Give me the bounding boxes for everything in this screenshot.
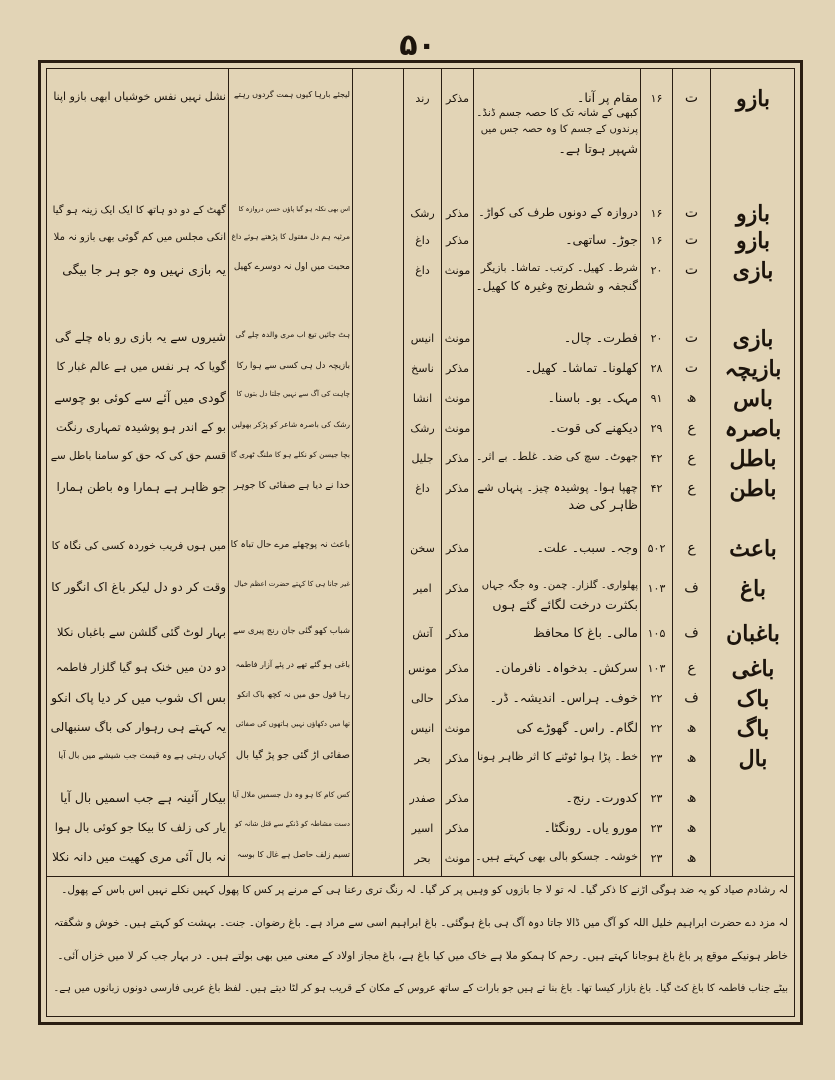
reference-number: ۲۲ — [650, 722, 663, 735]
meaning-line: کدورت۔ رنج۔ — [565, 790, 638, 805]
verse-first-line: بچا جیسن کو نکلے ہو کا ملنگ ٹھری گا — [230, 450, 350, 459]
footnote-line: بیٹے جناب فاطمہ کا باغ کٹ گیا۔ باغ بازار کیسا تھا۔ باغ بنا تے ہیں جو بارات کے ساتھ عروس کے مکان کے قریب ہو کر لٹا دیتے ہیں۔ لفظ باغ عربی فارسی دونوں زبانوں میں ہے۔ — [53, 983, 788, 994]
verse-second-line: میں ہوں فریب خوردہ کسی کی نگاہ کا — [51, 540, 226, 552]
footnote-line: لہ رشادم صیاد کو یہ ضد ہوگی اڑنے کا ذکر گیا۔ لہ تو لا جا بازوں کو وہیں پر کر گیا۔ لہ رنگ تری رعنا ہی کے مرنے پر کس کا پھول کہیں نکلے نہیں اس باس کے پھول۔ — [61, 884, 788, 896]
origin-code: ع — [687, 540, 696, 556]
poet-name: داغ — [415, 234, 430, 247]
poet-name: حالی — [411, 692, 434, 705]
poet-name: بحر — [414, 852, 431, 865]
verse-second-line: گھٹ کے دو دو ہاتھ کا ایک ایک زینہ ہو گیا — [52, 205, 226, 216]
poet-name: بحر — [414, 752, 431, 765]
entry-word: باک — [736, 686, 770, 712]
entry-word: باغبان — [726, 621, 780, 647]
origin-code: ھ — [686, 820, 697, 836]
poet-name: جلیل — [411, 452, 434, 465]
verse-second-line: گویا کہ ہر نفس میں ہے عالم غبار کا — [56, 360, 226, 373]
meaning-line: مہک۔ بو۔ باسنا۔ — [547, 390, 638, 405]
gender-label: مذکر — [446, 482, 469, 495]
verse-second-line: دو دن میں خنک ہو گیا گلزار فاطمہ — [55, 660, 226, 674]
meaning-line: دروازہ کے دونوں طرف کی کواڑ۔ — [478, 205, 638, 219]
poet-name: ناسخ — [411, 362, 434, 375]
origin-code: ت — [684, 330, 699, 346]
poet-name: داغ — [415, 264, 430, 277]
verse-first-line: رشک کی باصرہ شاعر کو پڑکر بھولیں — [231, 420, 350, 429]
meaning-line: مورو یاں۔ رونگٹا۔ — [543, 820, 638, 835]
verse-first-line: رہا قول حق میں نہ کچھ باک انکو — [237, 690, 350, 699]
verse-second-line: بو کے اندر ہو پوشیدہ تمہاری رنگت — [55, 420, 226, 434]
poet-name: امیر — [413, 582, 432, 595]
gender-label: مذکر — [446, 627, 469, 640]
verse-first-line: باعث نہ پوچھئے مرے حال تباہ کا — [230, 540, 350, 550]
poet-name: انشا — [412, 392, 433, 405]
origin-code: ھ — [686, 750, 697, 766]
verse-second-line: بس اک شوب میں کر دیا پاک انکو — [50, 690, 226, 705]
verse-second-line: شیروں سے یہ بازی رو باہ چلے گی — [55, 330, 226, 344]
verse-first-line: تھا میں دکھاؤں نہیں ہاتھوں کی صفائی — [235, 720, 350, 728]
column-divider — [710, 68, 711, 876]
meaning-line: جھوٹ۔ سچ کی ضد۔ غلط۔ بے اثر۔ — [475, 450, 638, 463]
entry-word: بازی — [732, 258, 774, 284]
meaning-line: ظاہر کی ضد — [568, 497, 638, 512]
reference-number: ۲۳ — [650, 852, 663, 865]
verse-second-line: قسم حق کی کہ حق کو سامنا باطل سے — [50, 450, 226, 462]
poet-name: اسیر — [411, 822, 434, 835]
entry-word: بازی — [732, 326, 774, 352]
reference-number: ۱۰۳ — [647, 662, 666, 675]
gender-label: مذکر — [446, 662, 469, 675]
entry-word: باگ — [736, 716, 770, 742]
meaning-line: شرط۔ کھیل۔ کرتب۔ تماشا۔ بازیگر — [480, 262, 638, 274]
poet-name: رشک — [410, 207, 435, 220]
verse-first-line: چاہت کی آگ سے نہیں جلتا دل بتوں کا — [236, 390, 350, 398]
entry-word: بال — [738, 746, 768, 772]
verse-first-line: غیر جانا ہی کا کہتے حضرت اعظم خیال — [234, 580, 350, 588]
origin-code: ع — [687, 660, 696, 676]
poet-name: سخن — [410, 542, 435, 555]
origin-code: ت — [684, 90, 699, 106]
origin-code: ھ — [686, 390, 697, 406]
gender-label: مذکر — [446, 582, 469, 595]
origin-code: ع — [687, 450, 696, 466]
entry-word: باس — [733, 386, 773, 412]
gender-label: مذکر — [446, 792, 469, 805]
reference-number: ۱۶ — [650, 92, 663, 105]
reference-number: ۱۰۳ — [647, 582, 666, 595]
reference-number: ۱۶ — [650, 207, 663, 220]
poet-name: آتش — [412, 627, 433, 640]
reference-number: ۱۶ — [650, 234, 663, 247]
entry-word: باطل — [729, 446, 777, 472]
entry-word: باغی — [731, 656, 775, 682]
reference-number: ۲۲ — [650, 692, 663, 705]
meaning-line: گنجفہ و شطرنج وغیرہ کا کھیل۔ — [475, 279, 638, 293]
verse-second-line: یہ بازی نہیں وہ جو ہر جا بیگی — [62, 262, 226, 277]
verse-first-line: خدا نے دیا ہے صفائی کا جوہر — [233, 480, 350, 491]
reference-number: ۲۰ — [650, 264, 663, 277]
verse-second-line: کہاں رہتی ہے وہ قیمت جب شیشے میں بال آیا — [58, 751, 226, 761]
gender-label: مذکر — [446, 362, 469, 375]
verse-first-line: صفائی اڑ گئی جو پڑ گیا بال — [235, 750, 350, 761]
origin-code: ھ — [686, 850, 697, 866]
entry-word: باعث — [729, 536, 777, 562]
meaning-line: سرکش۔ بدخواہ۔ نافرمان۔ — [493, 660, 638, 675]
gender-label: مذکر — [446, 92, 469, 105]
meaning-line: کبھی کے شانہ تک کا حصہ جسم ڈنڈ۔ — [476, 107, 638, 119]
poet-name: رند — [415, 92, 430, 105]
verse-second-line: بیکار آئینہ ہے جب اسمیں بال آیا — [60, 790, 226, 805]
column-divider — [228, 68, 229, 876]
reference-number: ۱۰۵ — [647, 627, 666, 640]
verse-second-line: یار کی زلف کا بیکا جو کوئی بال ہوا — [54, 820, 226, 834]
poet-name: انیس — [410, 722, 435, 735]
footnote-line: خاطر ہونیکے موقع پر باغ باغ ہوجانا کہتے ہیں۔ رحم کا ہمکو ملا ہے خاک میں کیا باغ ہے، باغ مجاز اولاد کے معنی میں بھی بولتے ہیں۔ در بہار جب کر لا میں خزاں آئی۔ — [57, 950, 788, 962]
meaning-line: خوف۔ ہراس۔ اندیشہ۔ ڈر۔ — [489, 690, 638, 705]
gender-label: مذکر — [446, 752, 469, 765]
entry-word: بازو — [735, 228, 771, 254]
gender-label: مونث — [444, 422, 471, 435]
footnote-separator — [46, 876, 795, 877]
entry-word: باغ — [740, 576, 766, 602]
poet-name: داغ — [415, 482, 430, 495]
meaning-line: وجہ۔ سبب۔ علت۔ — [536, 540, 638, 555]
poet-name: انیس — [410, 332, 435, 345]
meaning-line: دیکھنے کی قوت۔ — [549, 420, 638, 435]
reference-number: ۹۱ — [650, 392, 663, 405]
meaning-line: خوشہ۔ جسکو بالی بھی کہتے ہیں۔ — [475, 850, 638, 863]
meaning-line: خط۔ پڑا ہوا ٹوٹنے کا اثر ظاہر ہونا — [476, 750, 638, 763]
verse-second-line: یہ کہتے ہی رہوار کی باگ سنبھالی — [50, 720, 226, 734]
origin-code: ف — [684, 580, 699, 596]
origin-code: ت — [684, 262, 699, 278]
page-number: ۵۰ — [399, 28, 436, 63]
reference-number: ۴۲ — [650, 452, 663, 465]
origin-code: ت — [684, 232, 699, 248]
gender-label: مذکر — [446, 234, 469, 247]
verse-first-line: بازیچہ دل ہی کسی سے ہوا رکا — [236, 361, 350, 371]
origin-code: ھ — [686, 790, 697, 806]
verse-first-line: محبت میں اول نہ دوسرے کھیل — [233, 262, 350, 272]
origin-code: ع — [687, 420, 696, 436]
origin-code: ت — [684, 360, 699, 376]
verse-first-line: اس بھی نکلہ ہو گیا پاؤں حسن دروازہ کا — [238, 205, 350, 213]
reference-number: ۲۸ — [650, 362, 663, 375]
origin-code: ع — [687, 480, 696, 496]
gender-label: مذکر — [446, 692, 469, 705]
meaning-line: جوڑ۔ ساتھی۔ — [565, 232, 638, 247]
gender-label: مونث — [444, 392, 471, 405]
verse-first-line: دست مشاطہ کو ڈنکے سے قتل شانہ کو — [235, 820, 350, 828]
poet-name: صفدر — [409, 792, 436, 805]
meaning-line: مقام پر آنا۔ — [577, 90, 638, 105]
meaning-line: مالی۔ باغ کا محافظ — [533, 625, 638, 640]
poet-name: مونس — [408, 662, 437, 675]
poet-name: رشک — [410, 422, 435, 435]
meaning-line: لگام۔ راس۔ گھوڑے کی — [516, 720, 638, 735]
verse-first-line: ہٹ جائیں تیغ اب مری والدہ چلے گی — [235, 330, 350, 339]
meaning-line: شہپر ہوتا ہے۔ — [558, 141, 638, 156]
verse-second-line: گودی میں آئے سے کوئی بو چوسے — [54, 390, 226, 405]
gender-label: مذکر — [446, 452, 469, 465]
gender-label: مذکر — [446, 822, 469, 835]
verse-first-line: تسیم زلف حاصل ہے غال کا بوسہ — [237, 850, 350, 859]
verse-second-line: بہار لوٹ گئی گلشن سے باغباں نکلا — [57, 625, 226, 639]
column-divider — [473, 68, 474, 876]
entry-word: باطن — [729, 476, 777, 502]
gender-label: مونث — [444, 264, 471, 277]
entry-word: بازیچہ — [724, 356, 782, 382]
reference-number: ۲۳ — [650, 822, 663, 835]
gender-label: مذکر — [446, 542, 469, 555]
reference-number: ۲۳ — [650, 792, 663, 805]
origin-code: ف — [684, 625, 699, 641]
verse-first-line: باغی ہو گئے تھے در پئے آزار فاطمہ — [235, 660, 350, 669]
column-divider — [352, 68, 353, 876]
meaning-line: فطرت۔ چال۔ — [563, 330, 638, 345]
gender-label: مونث — [444, 852, 471, 865]
verse-second-line: جو ظاہر ہے ہمارا وہ باطن ہمارا — [56, 480, 226, 494]
verse-first-line: لیجئے بارہا کیوں ہمت گردوں رہتے — [233, 90, 350, 99]
entry-word: بازو — [735, 86, 771, 112]
footnote-line: لہ مزد دے حضرت ابراہیم خلیل اللہ کو آگ میں ڈالا جاتا دوہ آگ ہی باغ ہوگئی۔ باغ ابراہیم اسی سے مراد ہے۔ باغ رضوان۔ جنت۔ بہشت کو کہتے ہیں۔ خوش و شگفتہ — [53, 917, 788, 929]
reference-number: ۵۰۲ — [647, 542, 666, 555]
verse-second-line: وقت کر دو دل لیکر باغ اک انگور کا — [51, 580, 226, 594]
entry-word: بازو — [735, 201, 771, 227]
verse-first-line: شباب کھو گئی جان رنج پیری سے — [233, 626, 350, 636]
origin-code: ف — [684, 690, 699, 706]
gender-label: مونث — [444, 332, 471, 345]
meaning-line: چھپا ہوا۔ پوشیدہ چیز۔ پنہاں شے — [477, 480, 638, 494]
meaning-line: کھلونا۔ تماشا۔ کھیل۔ — [524, 360, 638, 375]
entry-word: باصرہ — [724, 416, 782, 442]
meaning-line: بکثرت درخت لگائے گئے ہوں — [492, 597, 638, 612]
origin-code: ت — [684, 205, 699, 221]
reference-number: ۲۰ — [650, 332, 663, 345]
gender-label: مذکر — [446, 207, 469, 220]
reference-number: ۴۲ — [650, 482, 663, 495]
meaning-line: پرندوں کے جسم کا وہ حصہ جس میں — [480, 124, 638, 135]
origin-code: ھ — [686, 720, 697, 736]
meaning-line: پھلواری۔ گلزار۔ چمن۔ وہ جگہ جہاں — [481, 580, 638, 591]
verse-first-line: مرثیہ ہم دل مقتول کا پڑھتے ہوئے داغ — [231, 232, 350, 241]
reference-number: ۲۹ — [650, 422, 663, 435]
verse-second-line: نشل نہیں نفس خوشیاں ابھی بازو اپنا — [53, 90, 226, 103]
verse-second-line: نہ بال آئی مری کھیت میں دانہ نکلا — [52, 850, 226, 864]
verse-second-line: انکی مجلس میں کم گوئی بھی بازو نہ ملا — [53, 232, 226, 243]
gender-label: مونث — [444, 722, 471, 735]
reference-number: ۲۳ — [650, 752, 663, 765]
verse-first-line: کس کام کا ہو وہ دل جسمیں ملال آیا — [232, 790, 350, 799]
